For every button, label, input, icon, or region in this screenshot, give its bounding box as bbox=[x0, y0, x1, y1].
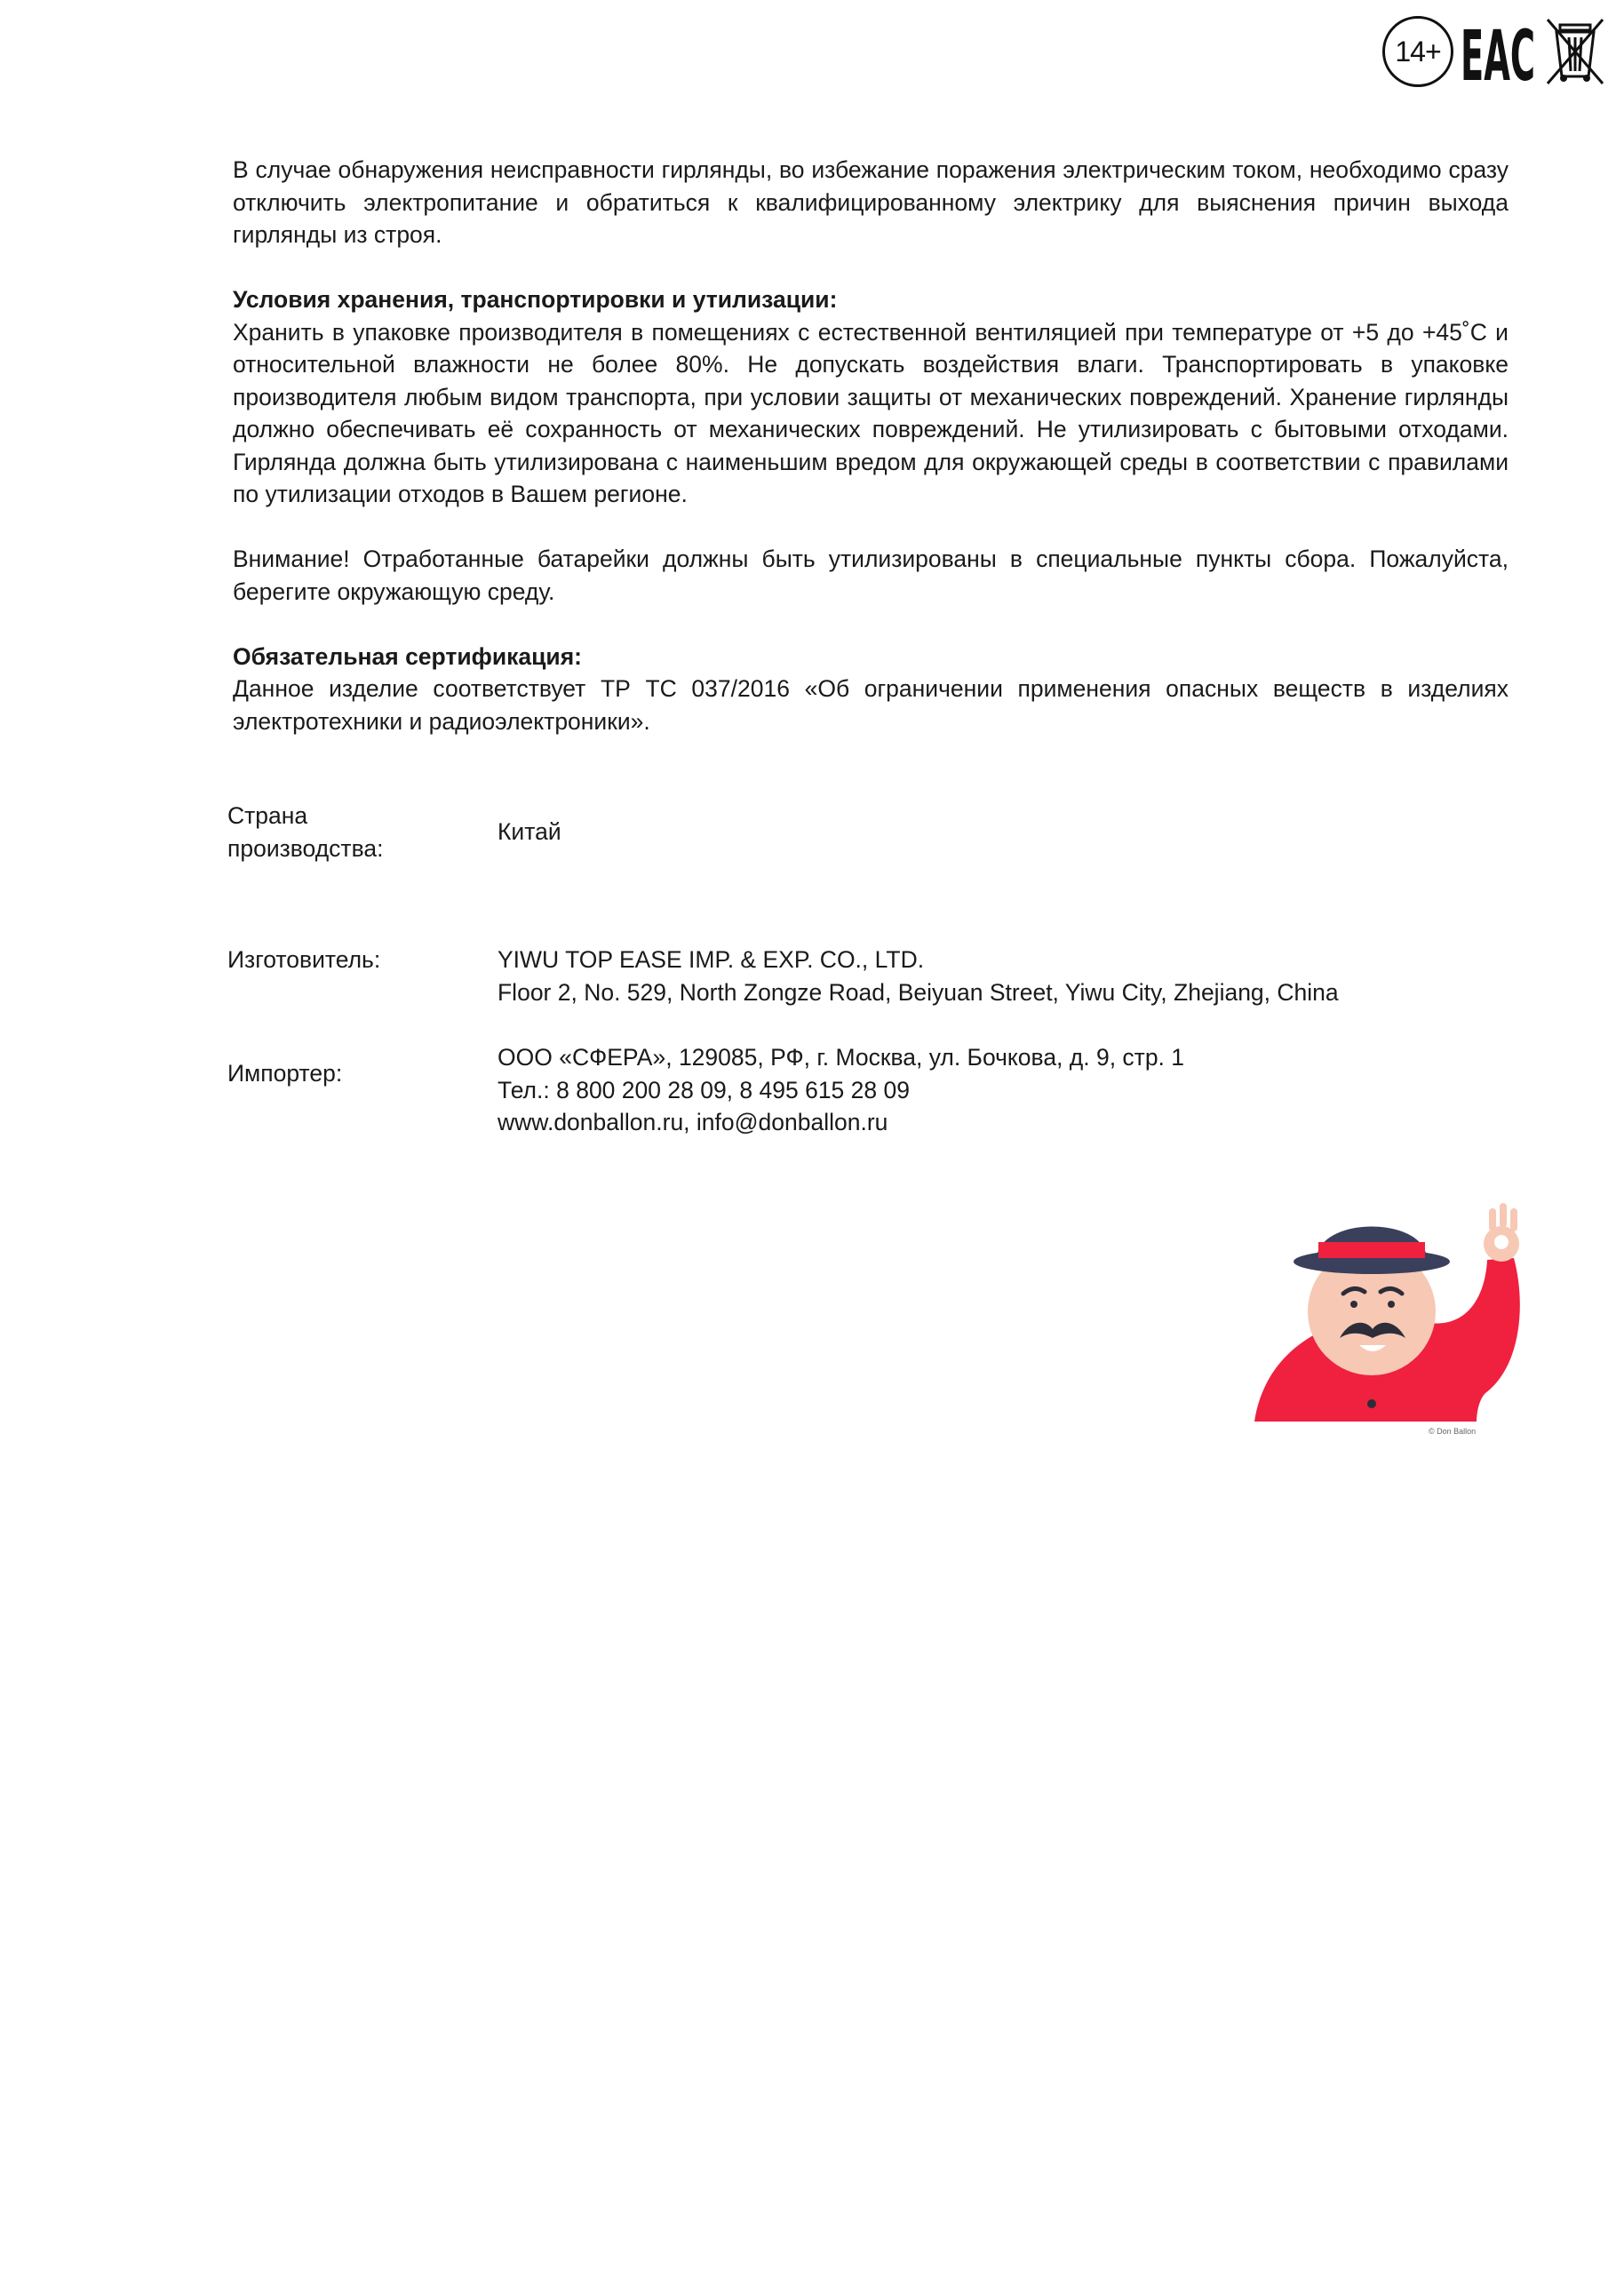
mascot-copyright: © Don Ballon bbox=[1429, 1427, 1477, 1436]
storage-heading: Условия хранения, транспортировки и утилизации: bbox=[233, 286, 838, 313]
weee-crossed-bin-icon bbox=[1544, 16, 1606, 87]
eac-text: EAC bbox=[1461, 17, 1535, 97]
age-rating-icon: 14+ bbox=[1382, 16, 1453, 87]
country-label: Страна производства: bbox=[227, 802, 384, 862]
importer-label: Импортер: bbox=[227, 1060, 343, 1087]
don-ballon-mascot bbox=[1254, 1189, 1526, 1438]
instruction-text bbox=[233, 154, 1509, 770]
importer-details bbox=[498, 1041, 1475, 1139]
certification-text: Данное изделие соответствует ТР ТС 037/2016 «Об ограничении применения опасных веществ в изделиях электротехники и радиоэлектроники». bbox=[233, 675, 1509, 735]
importer-block bbox=[227, 1041, 1471, 1141]
country-value: Китай bbox=[498, 818, 561, 845]
importer-phones: Тел.: 8 800 200 28 09, 8 495 615 28 09 bbox=[498, 1076, 910, 1103]
eac-icon bbox=[1461, 17, 1537, 97]
marking-icons bbox=[1382, 16, 1606, 97]
importer-address: ООО «СФЕРА», 129085, РФ, г. Москва, ул. Бочкова, д. 9, стр. 1 bbox=[498, 1044, 1185, 1071]
storage-section bbox=[233, 283, 1509, 511]
importer-web: www.donballon.ru, info@donballon.ru bbox=[498, 1109, 888, 1135]
certification-section bbox=[233, 641, 1509, 738]
country-block bbox=[227, 800, 1471, 865]
battery-notice: Внимание! Отработанные батарейки должны быть утилизированы в специальные пункты сбора. Пожалуйста, берегите окружающую среду. bbox=[233, 546, 1509, 605]
certification-heading: Обязательная сертификация: bbox=[233, 642, 582, 670]
storage-text: Хранить в упаковке производителя в помещениях с естественной вентиляцией при температуре от +5 до +45˚С и относительной влажности не более 80%. Не допускать воздействия влаги. Транспортировать в упаковке производителя любым видом транспорта, при условии защиты от механических повреждений. Хранение гирлянды должно обеспечивать её сохранность от механических повреждений. Не утилизировать с бытовыми отходами. Гирлянда должна быть утилизирована с наименьшим вредом для окружающей среды в соответствии с правилами по утилизации отходов в Вашем регионе. bbox=[233, 318, 1509, 507]
manufacturer-details bbox=[498, 944, 1475, 1008]
manufacturer-label: Изготовитель: bbox=[227, 946, 381, 973]
manufacturer-block bbox=[227, 944, 1471, 1009]
manufacturer-name: YIWU TOP EASE IMP. & EXP. CO., LTD. bbox=[498, 946, 925, 973]
malfunction-paragraph: В случае обнаружения неисправности гирлянды, во избежание поражения электрическим током, необходимо сразу отключить электропитание и обратиться к квалифицированному электрику для выяснения причин выхода гирлянды из строя. bbox=[233, 156, 1509, 248]
manufacturer-address: Floor 2, No. 529, North Zongze Road, Beiyuan Street, Yiwu City, Zhejiang, China bbox=[498, 978, 1339, 1006]
